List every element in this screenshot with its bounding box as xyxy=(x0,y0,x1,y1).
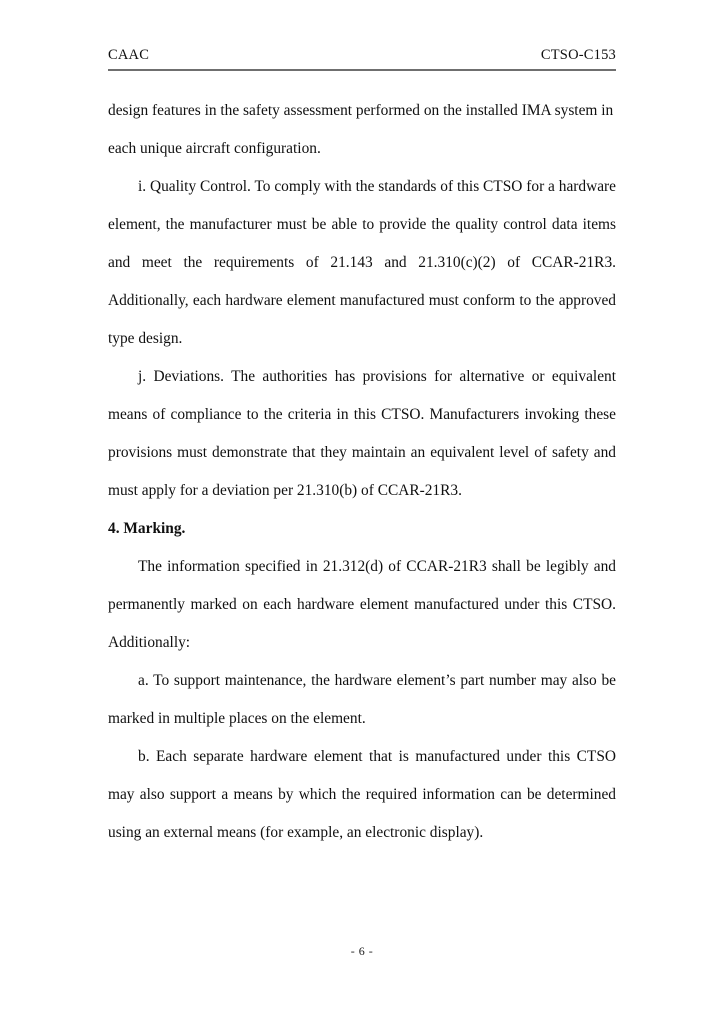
paragraph-marking-intro: The information specified in 21.312(d) of CCAR-21R3 shall be legibly and permanently marked on each hardware element manufactured under this CTSO. Additionally: xyxy=(108,558,616,651)
paragraph-marking-item-a: a. To support maintenance, the hardware element’s part number may also be marked in multiple places on the element. xyxy=(108,672,616,727)
paragraph-item-j-deviations: j. Deviations. The authorities has provisions for alternative or equivalent means of compliance to the criteria in this CTSO. Manufacturers invoking these provisions must demonstrate that they maintain an equivalent level of safety and must apply for a deviation per 21.310(b) of CCAR-21R3. xyxy=(108,368,616,499)
page-footer xyxy=(108,944,616,959)
section-heading-marking: 4. Marking. xyxy=(108,520,186,537)
page-header xyxy=(108,48,616,64)
paragraph-marking-item-b: b. Each separate hardware element that is manufactured under this CTSO may also support a means by which the required information can be determined using an external means (for example, an electronic display). xyxy=(108,748,616,841)
header-divider xyxy=(108,69,616,71)
document-body xyxy=(108,92,616,852)
paragraph-continuation: design features in the safety assessment performed on the installed IMA system in each unique aircraft configuration. xyxy=(108,102,614,157)
paragraph-item-i-quality-control: i. Quality Control. To comply with the standards of this CTSO for a hardware element, the manufacturer must be able to provide the quality control data items and meet the requirements of 21.143 and 21.310(c)(2) of CCAR-21R3. Additionally, each hardware element manufactured must conform to the approved type design. xyxy=(108,178,616,347)
header-document-number: CTSO-C153 xyxy=(540,47,616,63)
page-number: - 6 - xyxy=(350,944,374,958)
header-organization: CAAC xyxy=(108,47,150,63)
